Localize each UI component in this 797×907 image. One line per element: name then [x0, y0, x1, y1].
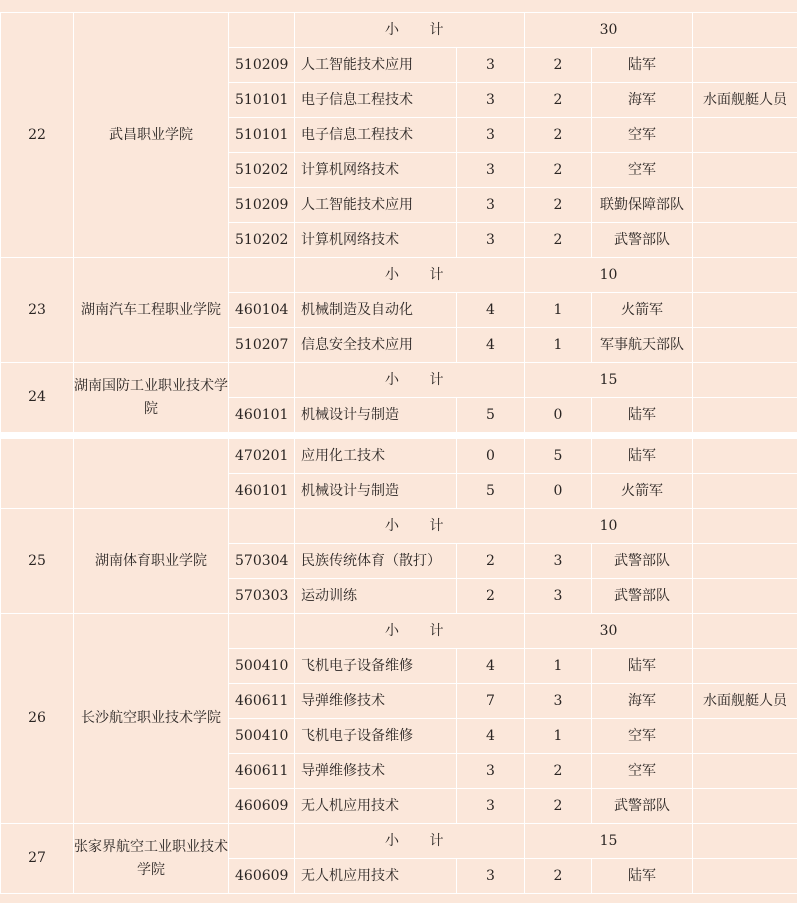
major-name: 机械制造及自动化 [295, 293, 457, 328]
seq-cell [1, 439, 74, 509]
quota-a: 3 [457, 118, 525, 153]
school-name [74, 439, 229, 509]
note-cell [693, 649, 797, 684]
quota-table-top [0, 12, 797, 433]
major-code: 500410 [229, 649, 295, 684]
quota-b: 2 [525, 223, 592, 258]
quota-a: 3 [457, 859, 525, 894]
subtotal-label-text: 小 计 [385, 832, 444, 849]
seq-cell: 25 [1, 509, 74, 614]
major-code: 510209 [229, 188, 295, 223]
quota-b: 3 [525, 579, 592, 614]
major-code: 570303 [229, 579, 295, 614]
major-code: 460609 [229, 789, 295, 824]
quota-table-bottom [0, 438, 797, 894]
blank-cell [693, 614, 797, 649]
subtotal-value: 10 [525, 509, 693, 544]
major-name: 电子信息工程技术 [295, 118, 457, 153]
service-branch: 武警部队 [592, 544, 693, 579]
service-branch: 武警部队 [592, 579, 693, 614]
page-bottom-edge [0, 903, 797, 907]
major-name: 机械设计与制造 [295, 398, 457, 433]
quota-a: 4 [457, 293, 525, 328]
service-branch: 空军 [592, 719, 693, 754]
school-name: 湖南国防工业职业技术学院 [74, 363, 229, 433]
note-cell [693, 118, 797, 153]
quota-b: 2 [525, 118, 592, 153]
blank-cell [693, 13, 797, 48]
service-branch: 陆军 [592, 439, 693, 474]
subtotal-label-text: 小 计 [385, 371, 444, 388]
quota-a: 5 [457, 474, 525, 509]
quota-b: 1 [525, 649, 592, 684]
subtotal-row [1, 824, 797, 859]
note-cell [693, 188, 797, 223]
quota-a: 3 [457, 223, 525, 258]
major-name: 机械设计与制造 [295, 474, 457, 509]
blank-cell [229, 614, 295, 649]
major-code: 510101 [229, 83, 295, 118]
service-branch: 火箭军 [592, 474, 693, 509]
service-branch: 军事航天部队 [592, 328, 693, 363]
major-code: 510209 [229, 48, 295, 83]
quota-a: 0 [457, 439, 525, 474]
major-code: 570304 [229, 544, 295, 579]
subtotal-label-text: 小 计 [385, 622, 444, 639]
blank-cell [693, 824, 797, 859]
major-code: 510101 [229, 118, 295, 153]
quota-b: 3 [525, 684, 592, 719]
major-code: 460609 [229, 859, 295, 894]
quota-a: 7 [457, 684, 525, 719]
quota-a: 3 [457, 188, 525, 223]
quota-b: 2 [525, 859, 592, 894]
service-branch: 海军 [592, 684, 693, 719]
major-name: 计算机网络技术 [295, 223, 457, 258]
subtotal-row [1, 258, 797, 293]
major-name: 无人机应用技术 [295, 859, 457, 894]
service-branch: 武警部队 [592, 789, 693, 824]
note-cell: 水面舰艇人员 [693, 83, 797, 118]
major-name: 导弹维修技术 [295, 754, 457, 789]
quota-b: 1 [525, 293, 592, 328]
major-name: 信息安全技术应用 [295, 328, 457, 363]
quota-b: 5 [525, 439, 592, 474]
major-code: 460101 [229, 398, 295, 433]
service-branch: 陆军 [592, 859, 693, 894]
subtotal-label-text: 小 计 [385, 21, 444, 38]
subtotal-row [1, 13, 797, 48]
note-cell [693, 754, 797, 789]
subtotal-label [295, 824, 525, 859]
quota-b: 0 [525, 398, 592, 433]
quota-a: 4 [457, 649, 525, 684]
seq-cell: 22 [1, 13, 74, 258]
major-name: 飞机电子设备维修 [295, 719, 457, 754]
quota-b: 3 [525, 544, 592, 579]
seq-cell: 23 [1, 258, 74, 363]
major-code: 470201 [229, 439, 295, 474]
seq-cell: 26 [1, 614, 74, 824]
quota-a: 2 [457, 579, 525, 614]
subtotal-value: 30 [525, 614, 693, 649]
major-name: 飞机电子设备维修 [295, 649, 457, 684]
major-code: 460101 [229, 474, 295, 509]
major-name: 应用化工技术 [295, 439, 457, 474]
service-branch: 陆军 [592, 649, 693, 684]
quota-a: 3 [457, 789, 525, 824]
quota-b: 2 [525, 754, 592, 789]
service-branch: 空军 [592, 118, 693, 153]
school-name: 张家界航空工业职业技术学院 [74, 824, 229, 894]
quota-b: 1 [525, 719, 592, 754]
quota-a: 5 [457, 398, 525, 433]
table-row [1, 439, 797, 474]
quota-b: 1 [525, 328, 592, 363]
quota-b: 2 [525, 153, 592, 188]
blank-cell [693, 509, 797, 544]
subtotal-value: 15 [525, 363, 693, 398]
note-cell: 水面舰艇人员 [693, 684, 797, 719]
quota-a: 3 [457, 83, 525, 118]
note-cell [693, 719, 797, 754]
school-name: 湖南汽车工程职业学院 [74, 258, 229, 363]
note-cell [693, 474, 797, 509]
quota-b: 2 [525, 83, 592, 118]
blank-cell [229, 824, 295, 859]
service-branch: 火箭军 [592, 293, 693, 328]
subtotal-row [1, 363, 797, 398]
quota-a: 3 [457, 153, 525, 188]
subtotal-label [295, 614, 525, 649]
note-cell [693, 48, 797, 83]
note-cell [693, 439, 797, 474]
blank-cell [229, 363, 295, 398]
quota-a: 2 [457, 544, 525, 579]
service-branch: 空军 [592, 754, 693, 789]
blank-cell [229, 258, 295, 293]
subtotal-label-text: 小 计 [385, 266, 444, 283]
subtotal-row [1, 509, 797, 544]
subtotal-label [295, 363, 525, 398]
note-cell [693, 293, 797, 328]
subtotal-value: 15 [525, 824, 693, 859]
quota-b: 2 [525, 188, 592, 223]
quota-b: 0 [525, 474, 592, 509]
major-name: 导弹维修技术 [295, 684, 457, 719]
subtotal-value: 30 [525, 13, 693, 48]
note-cell [693, 153, 797, 188]
note-cell [693, 398, 797, 433]
blank-cell [693, 363, 797, 398]
blank-cell [693, 258, 797, 293]
note-cell [693, 859, 797, 894]
major-name: 人工智能技术应用 [295, 48, 457, 83]
blank-cell [229, 13, 295, 48]
quota-a: 4 [457, 328, 525, 363]
note-cell [693, 544, 797, 579]
subtotal-label [295, 258, 525, 293]
major-name: 民族传统体育（散打） [295, 544, 457, 579]
blank-cell [229, 509, 295, 544]
quota-a: 4 [457, 719, 525, 754]
subtotal-label-text: 小 计 [385, 517, 444, 534]
service-branch: 海军 [592, 83, 693, 118]
seq-cell: 27 [1, 824, 74, 894]
major-code: 510207 [229, 328, 295, 363]
subtotal-value: 10 [525, 258, 693, 293]
school-name: 湖南体育职业学院 [74, 509, 229, 614]
subtotal-label [295, 509, 525, 544]
major-code: 460104 [229, 293, 295, 328]
service-branch: 空军 [592, 153, 693, 188]
service-branch: 联勤保障部队 [592, 188, 693, 223]
major-name: 运动训练 [295, 579, 457, 614]
service-branch: 陆军 [592, 398, 693, 433]
service-branch: 陆军 [592, 48, 693, 83]
school-name: 长沙航空职业技术学院 [74, 614, 229, 824]
major-name: 计算机网络技术 [295, 153, 457, 188]
note-cell [693, 328, 797, 363]
note-cell [693, 223, 797, 258]
major-name: 人工智能技术应用 [295, 188, 457, 223]
school-name: 武昌职业学院 [74, 13, 229, 258]
major-code: 510202 [229, 223, 295, 258]
major-name: 无人机应用技术 [295, 789, 457, 824]
subtotal-label [295, 13, 525, 48]
quota-b: 2 [525, 48, 592, 83]
seq-cell: 24 [1, 363, 74, 433]
note-cell [693, 579, 797, 614]
major-code: 500410 [229, 719, 295, 754]
major-code: 460611 [229, 754, 295, 789]
subtotal-row [1, 614, 797, 649]
quota-a: 3 [457, 48, 525, 83]
note-cell [693, 789, 797, 824]
quota-a: 3 [457, 754, 525, 789]
major-code: 510202 [229, 153, 295, 188]
major-name: 电子信息工程技术 [295, 83, 457, 118]
service-branch: 武警部队 [592, 223, 693, 258]
quota-b: 2 [525, 789, 592, 824]
major-code: 460611 [229, 684, 295, 719]
